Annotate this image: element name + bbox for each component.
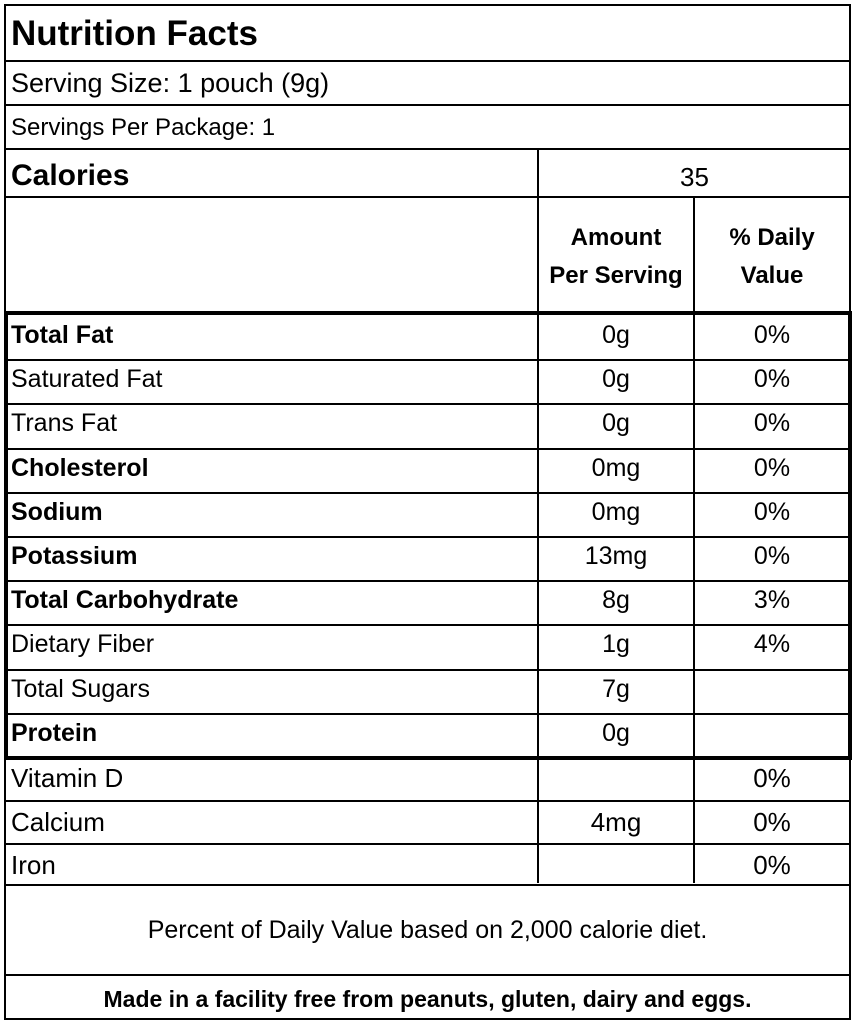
nutrient-daily-value: 3% [753, 586, 791, 615]
outer-border-top [4, 4, 851, 6]
outer-border-bottom [4, 1018, 851, 1020]
calories-label: Calories [11, 159, 130, 192]
calories-value: 35 [680, 162, 709, 192]
nutrient-daily-value: 0% [753, 453, 791, 482]
nutrient-amount: 8g [602, 586, 630, 615]
nutrient-amount: 7g [602, 674, 630, 703]
servings-per-package: Servings Per Package: 1 [11, 114, 276, 141]
nutrient-name: Sodium [11, 497, 103, 526]
daily-value-header-line1: % Daily [729, 224, 815, 251]
nutrient-daily-value: 4% [753, 630, 791, 659]
row-divider [4, 669, 851, 671]
divider-servings [4, 148, 851, 150]
nutrient-name: Cholesterol [11, 453, 149, 482]
nutrient-name: Dietary Fiber [11, 630, 155, 659]
divider-before-footnote [4, 884, 851, 886]
nutrient-daily-value: 0% [753, 497, 791, 526]
row-divider [4, 843, 851, 845]
nutrient-amount: 13mg [584, 542, 648, 570]
vitamin-amount: 4mg [590, 806, 642, 837]
allergen-statement: Made in a facility free from peanuts, gluten, dairy and eggs. [103, 986, 752, 1012]
nutrient-name: Total Carbohydrate [11, 586, 239, 615]
nutrient-daily-value: 0% [753, 542, 791, 570]
nutrient-name: Trans Fat [11, 409, 118, 438]
nutrient-daily-value: 0% [753, 321, 791, 349]
row-divider [4, 713, 851, 715]
nutrient-name: Potassium [11, 542, 138, 570]
nutrient-amount: 0mg [591, 453, 641, 482]
serving-size: Serving Size: 1 pouch (9g) [11, 68, 330, 98]
row-divider [4, 403, 851, 405]
nutrient-amount: 1g [602, 630, 630, 659]
vitamin-name: Calcium [11, 806, 105, 837]
amount-header-line1: Amount [570, 224, 662, 251]
vitamin-daily-value: 0% [753, 763, 791, 793]
row-divider [4, 536, 851, 538]
divider-calories [4, 196, 851, 198]
nutrient-amount: 0mg [591, 497, 641, 526]
divider-before-allergen [4, 974, 851, 976]
nutrient-daily-value: 0% [753, 409, 791, 438]
nutrient-amount: 0g [602, 409, 630, 438]
divider-serving-size [4, 104, 851, 106]
row-divider [4, 580, 851, 582]
row-divider [4, 359, 851, 361]
row-divider [4, 624, 851, 626]
nutrient-name: Protein [11, 718, 98, 747]
vitamin-daily-value: 0% [753, 850, 791, 880]
row-divider [4, 492, 851, 494]
nutrient-amount: 0g [602, 718, 630, 747]
vitamin-name: Vitamin D [11, 763, 124, 793]
nutrient-name: Total Sugars [11, 674, 150, 703]
label-title: Nutrition Facts [11, 14, 258, 53]
daily-value-footnote: Percent of Daily Value based on 2,000 calorie diet. [147, 916, 708, 944]
row-divider [4, 800, 851, 802]
vitamin-name: Iron [11, 850, 56, 880]
daily-value-header-line2: Value [740, 262, 804, 289]
nutrient-name: Total Fat [11, 321, 114, 349]
nutrient-name: Saturated Fat [11, 365, 163, 394]
vitamin-daily-value: 0% [753, 806, 791, 837]
nutrient-amount: 0g [602, 365, 630, 394]
nutrient-daily-value: 0% [753, 365, 791, 394]
row-divider [4, 448, 851, 450]
amount-header-line2: Per Serving [549, 262, 683, 289]
nutrient-amount: 0g [602, 321, 630, 349]
divider-title [4, 60, 851, 62]
